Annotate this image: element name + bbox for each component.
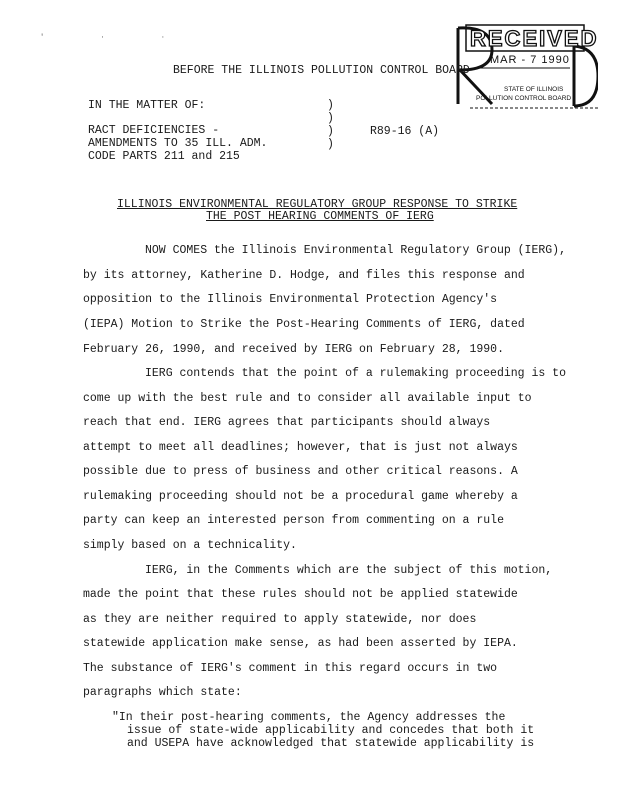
body-line: IERG contends that the point of a rulemaking proceeding is to <box>145 367 566 380</box>
body-line: rulemaking proceeding should not be a procedural game whereby a <box>83 490 518 503</box>
quote-line: issue of state-wide applicability and concedes that both it <box>127 724 535 737</box>
quote-line: "In their post-hearing comments, the Agency addresses the <box>112 711 506 724</box>
stamp-org-line1: STATE OF ILLINOIS <box>504 86 564 93</box>
body-line: possible due to press of business and other critical reasons. A <box>83 465 518 478</box>
caption-bracket: ) <box>327 112 334 125</box>
in-the-matter-label: IN THE MATTER OF: <box>88 99 206 112</box>
caption-bracket: ) <box>327 138 334 151</box>
body-line: (IEPA) Motion to Strike the Post-Hearing Comments of IERG, dated <box>83 318 525 331</box>
caption-bracket: ) <box>327 99 334 112</box>
caption-bracket: ) <box>327 125 334 138</box>
matter-subject-line: AMENDMENTS TO 35 ILL. ADM. <box>88 137 268 150</box>
received-stamp <box>452 24 598 112</box>
body-line: NOW COMES the Illinois Environmental Regulatory Group (IERG), <box>145 244 566 257</box>
stamp-date: MAR - 7 1990 <box>490 54 570 66</box>
document-title-line1: ILLINOIS ENVIRONMENTAL REGULATORY GROUP RESPONSE TO STRIKE <box>117 198 518 211</box>
body-line: reach that end. IERG agrees that participants should always <box>83 416 491 429</box>
body-line: statewide application make sense, as had been asserted by IEPA. <box>83 637 518 650</box>
body-line: paragraphs which state: <box>83 686 242 699</box>
matter-subject-line: RACT DEFICIENCIES - <box>88 124 220 137</box>
document-title-line2: THE POST HEARING COMMENTS OF IERG <box>206 210 434 223</box>
body-line: opposition to the Illinois Environmental Protection Agency's <box>83 293 498 306</box>
stamp-word: RECEIVED <box>470 26 599 51</box>
body-line: party can keep an interested person from commenting on a rule <box>83 514 504 527</box>
body-line: by its attorney, Katherine D. Hodge, and files this response and <box>83 269 525 282</box>
matter-subject-line: CODE PARTS 211 and 215 <box>88 150 240 163</box>
body-line: attempt to meet all deadlines; however, that is just not always <box>83 441 518 454</box>
body-line: made the point that these rules should not be applied statewide <box>83 588 518 601</box>
stamp-org-line2: POLLUTION CONTROL BOARD <box>476 95 572 102</box>
body-line: come up with the best rule and to consider all available input to <box>83 392 532 405</box>
board-caption: BEFORE THE ILLINOIS POLLUTION CONTROL BOARD <box>173 64 470 77</box>
body-line: simply based on a technicality. <box>83 539 297 552</box>
body-line: as they are neither required to apply statewide, nor does <box>83 613 477 626</box>
quote-line: and USEPA have acknowledged that statewide applicability is <box>127 737 535 750</box>
docket-number: R89-16 (A) <box>370 125 440 138</box>
body-line: February 26, 1990, and received by IERG on February 28, 1990. <box>83 343 504 356</box>
body-line: IERG, in the Comments which are the subject of this motion, <box>145 564 553 577</box>
scan-specks: ' · · <box>40 34 192 42</box>
body-line: The substance of IERG's comment in this regard occurs in two <box>83 662 498 675</box>
